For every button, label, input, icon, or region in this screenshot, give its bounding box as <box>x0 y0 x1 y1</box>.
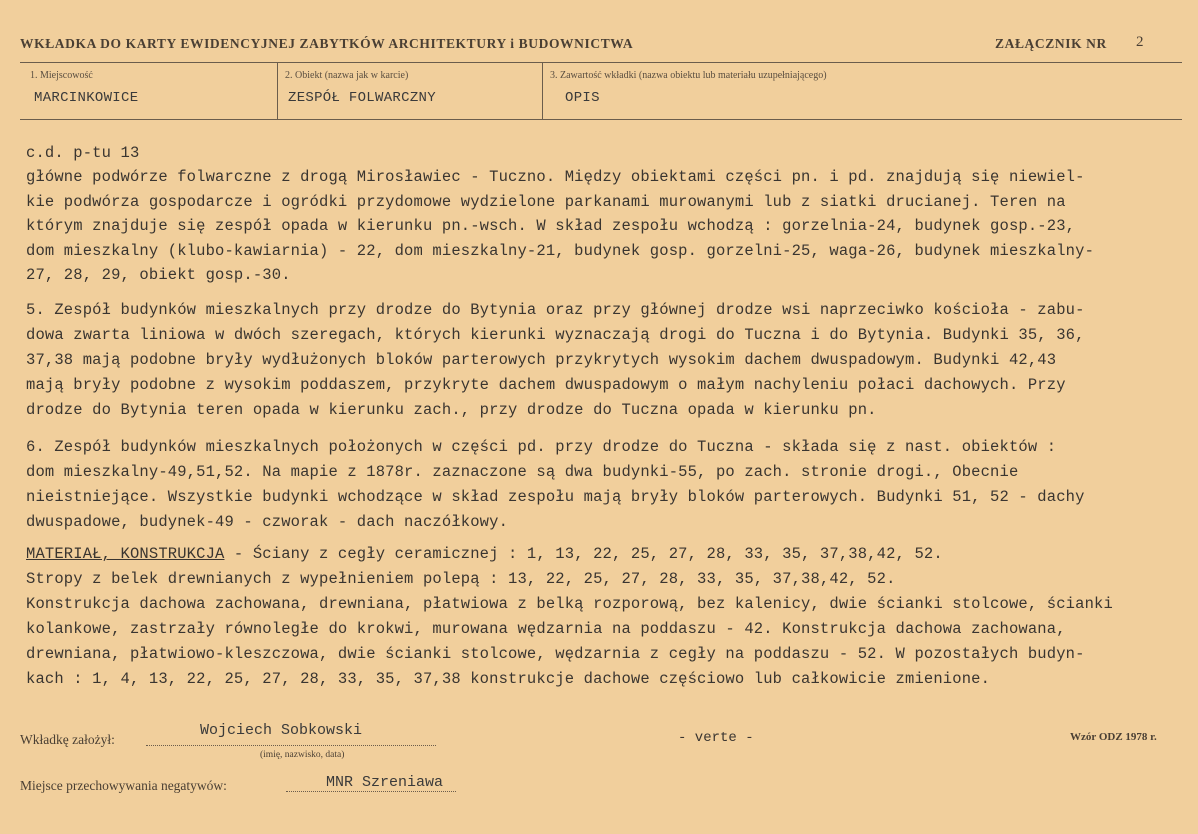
body-line: dom mieszkalny (klubo-kawiarnia) - 22, dom mieszkalny-21, budynek gosp. gorzelni-25, waga-26, budynek mieszkalny- <box>26 242 1095 260</box>
author-label: Wkładkę założył: <box>20 732 115 747</box>
object-value: ZESPÓŁ FOLWARCZNY <box>288 90 436 106</box>
body-line: drodze do Bytynia teren opada w kierunku zach., przy drodze do Tuczna opada w kierunku pn. <box>26 401 877 419</box>
author-hint: (imię, nazwisko, data) <box>260 750 345 760</box>
body-line: nieistniejące. Wszystkie budynki wchodzące w skład zespołu mają bryły bloków parterowych. Budynki 51, 52 - dachy <box>26 488 1085 506</box>
storage-dotted-line <box>286 791 456 792</box>
body-line: kie podwórza gospodarcze i ogródki przydomowe wydzielone parkanami murowanymi lub z siatki drucianej. Teren na <box>26 193 1066 211</box>
body-line: mają bryły podobne z wysokim poddaszem, przykryte dachem dwuspadowym o małym nachyleniu połaci dachowych. Przy <box>26 376 1066 394</box>
body-line: dom mieszkalny-49,51,52. Na mapie z 1878r. zaznaczone są dwa budynki-55, po zach. stronie drogi., Obecnie <box>26 463 1019 481</box>
header-bottom-rule <box>20 119 1182 120</box>
material-line: Stropy z belek drewnianych z wypełnieniem polepą : 13, 22, 25, 27, 28, 33, 35, 37,38,42, 52. <box>26 570 896 588</box>
body-line: dowa zwarta liniowa w dwóch szeregach, których kierunki wyznaczają drogi do Tuczna i do Bytynia. Budynki 35, 36, <box>26 326 1085 344</box>
attachment-label: ZAŁĄCZNIK NR <box>995 36 1107 51</box>
verte-label: - verte - <box>678 730 754 746</box>
material-line: drewniana, płatwiowo-kleszczowa, dwie ścianki stolcowe, wędzarnia z cegły na poddaszu - 52. W pozostałych budyn- <box>26 645 1085 663</box>
storage-label: Miejsce przechowywania negatywów: <box>20 778 227 793</box>
material-heading: MATERIAŁ, KONSTRUKCJA <box>26 545 225 563</box>
body-line: 6. Zespół budynków mieszkalnych położonych w części pd. przy drodze do Tuczna - składa się z nast. obiektów : <box>26 438 1057 456</box>
header-divider-2 <box>542 62 543 119</box>
object-label: 2. Obiekt (nazwa jak w karcie) <box>285 70 409 81</box>
material-line: kach : 1, 4, 13, 22, 25, 27, 28, 33, 35, 37,38 konstrukcje dachowe częściowo lub całkowicie zmienione. <box>26 670 991 688</box>
body-line: 37,38 mają podobne bryły wydłużonych bloków parterowych przykrytych wysokim dachem dwuspadowym. Budynki 42,43 <box>26 351 1057 369</box>
material-line-first <box>26 545 943 563</box>
body-line: którym znajduje się zespół opada w kierunku pn.-wsch. W skład zespołu wchodzą : gorzelnia-24, budynek gosp.-23, <box>26 217 1076 235</box>
storage-value: MNR Szreniawa <box>326 774 444 791</box>
pattern-label: Wzór ODZ 1978 r. <box>1070 731 1157 743</box>
locality-label: 1. Miejscowość <box>30 70 93 81</box>
locality-value: MARCINKOWICE <box>34 90 139 106</box>
content-value: OPIS <box>565 90 600 106</box>
material-line: kolankowe, zastrzały równoległe do krokwi, murowana wędzarnia na poddaszu - 42. Konstrukcja dachowa zachowana, <box>26 620 1066 638</box>
attachment-number: 2 <box>1136 34 1144 50</box>
form-title: WKŁADKA DO KARTY EWIDENCYJNEJ ZABYTKÓW ARCHITEKTURY i BUDOWNICTWA <box>20 36 634 51</box>
body-line: c.d. p-tu 13 <box>26 144 140 162</box>
header-top-rule <box>20 62 1182 63</box>
author-value: Wojciech Sobkowski <box>200 722 363 739</box>
body-line: 5. Zespół budynków mieszkalnych przy drodze do Bytynia oraz przy głównej drodze wsi naprzeciwko kościoła - zabu- <box>26 301 1085 319</box>
material-line: Konstrukcja dachowa zachowana, drewniana, płatwiowa z belką rozporową, bez kalenicy, dwie ścianki stolcowe, ścianki <box>26 595 1113 613</box>
header-divider-1 <box>277 62 278 119</box>
content-label: 3. Zawartość wkładki (nazwa obiektu lub materiału uzupełniającego) <box>550 70 827 81</box>
author-dotted-line <box>146 745 436 746</box>
body-line: 27, 28, 29, obiekt gosp.-30. <box>26 266 291 284</box>
body-line: dwuspadowe, budynek-49 - czworak - dach naczółkowy. <box>26 513 509 531</box>
material-text: - Ściany z cegły ceramicznej : 1, 13, 22, 25, 27, 28, 33, 35, 37,38,42, 52. <box>224 545 943 563</box>
body-line: główne podwórze folwarczne z drogą Mirosławiec - Tuczno. Między obiektami części pn. i pd. znajdują się niewiel- <box>26 168 1085 186</box>
